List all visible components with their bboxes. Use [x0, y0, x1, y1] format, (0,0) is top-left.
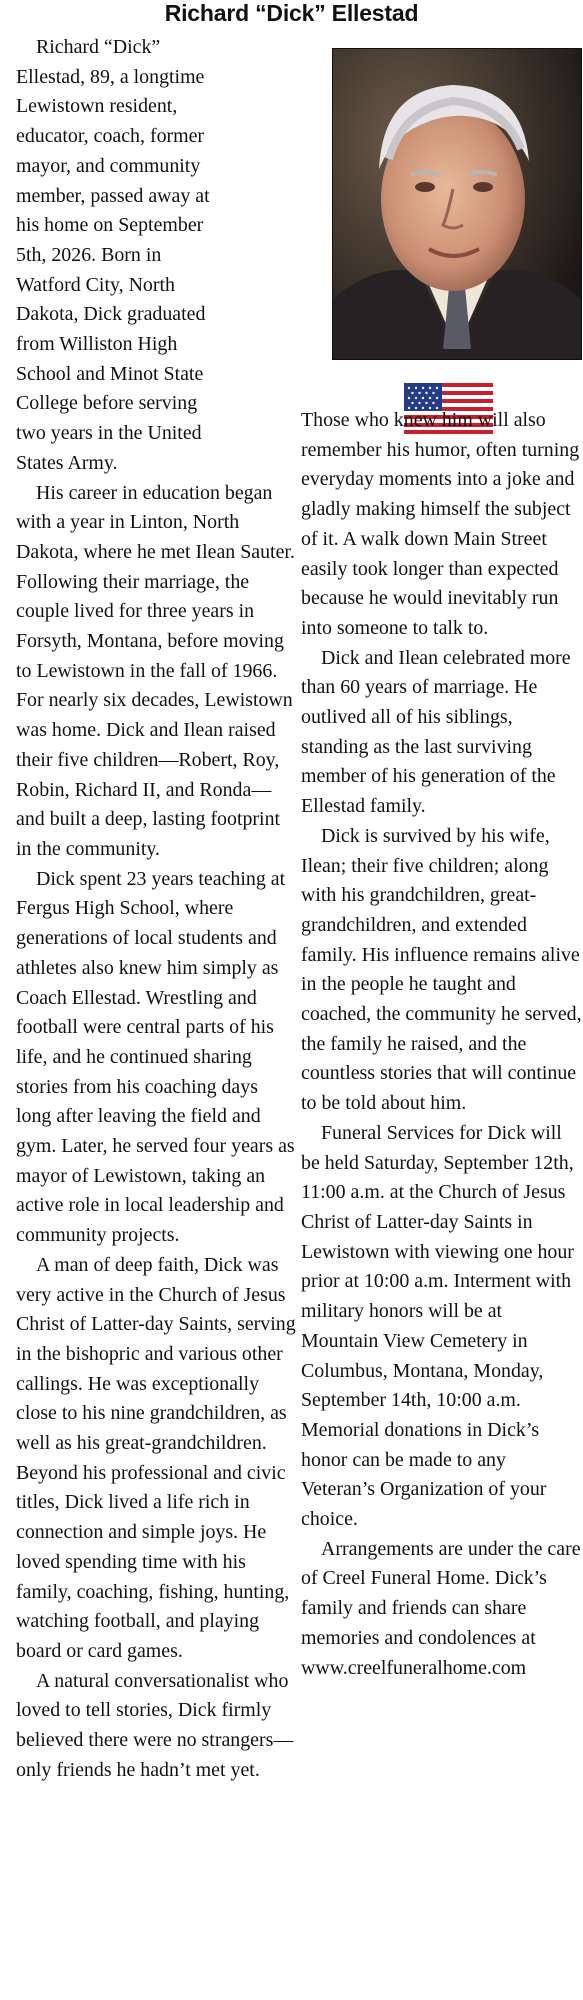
portrait-photo — [332, 48, 582, 360]
obituary-column-left — [16, 33, 296, 1785]
paragraph-faith: A man of deep faith, Dick was very active in the Church of Jesus Christ of Latter-day Saints, serving in the bishopric and various other callings. He was exceptionally close to his nine grandchildren, as well as his great-grandchildren. Beyond his professional and civic titles, Dick lived a life rich in connection and simple joys. He loved spending time with his family, coaching, fishing, hunting, watching football, and playing board or card games. — [16, 1253, 296, 1662]
paragraph-marriage: Dick and Ilean celebrated more than 60 years of marriage. He outlived all of his siblings, standing as the last surviving member of his generation of the Ellestad family. — [301, 646, 571, 818]
paragraph-services: Funeral Services for Dick will be held Saturday, September 12th, 11:00 a.m. at the Church of Jesus Christ of Latter-day Saints in Lewistown with viewing one hour prior at 10:00 a.m. Interment with military honors will be at Mountain View Cemetery in Columbus, Montana, Monday, September 14th, 10:00 a.m. Memorial donations in Dick’s honor can be made to any Veteran’s Organization of your choice. — [301, 1121, 574, 1531]
paragraph-career: His career in education began with a year in Linton, North Dakota, where he met Ilean Sauter. Following their marriage, the couple lived for three years in Forsyth, Montana, before moving to Lewistown in the fall of 1966. For nearly six decades, Lewistown was home. Dick and Ilean raised their five children—Robert, Roy, Robin, Richard II, and Ronda—and built a deep, lasting footprint in the community. — [16, 481, 295, 860]
paragraph-conversationalist: A natural conversationalist who loved to tell stories, Dick firmly believed there were no strangers—only friends he hadn’t met yet. — [16, 1669, 294, 1781]
paragraph-intro: Richard “Dick” Ellestad, 89, a longtime Lewistown resident, educator, coach, former mayor, and community member, passed away at his home on September 5th, 2026. Born in Watford City, North Dakota, Dick graduated from Williston High School and Minot State College before serving two years in the United States Army. — [16, 36, 210, 474]
obituary-column-right — [301, 406, 583, 1683]
portrait-illustration — [333, 49, 581, 359]
paragraph-survivors: Dick is survived by his wife, Ilean; their five children; along with his grandchildren, great-grandchildren, and extended family. His influence remains alive in the people he taught and coached, the community he served, the family he raised, and the countless stories that will continue to be told about him. — [301, 824, 582, 1115]
paragraph-teaching: Dick spent 23 years teaching at Fergus High School, where generations of local students and athletes also knew him simply as Coach Ellestad. Wrestling and football were central parts of his life, and he continued sharing stories from his coaching days long after leaving the field and gym. Later, he served four years as mayor of Lewistown, taking an active role in local leadership and community projects. — [16, 867, 295, 1247]
obituary-title: Richard “Dick” Ellestad — [164, 0, 419, 26]
paragraph-humor: Those who knew him will also remember his humor, often turning everyday moments into a joke and gladly making himself the subject of it. A walk down Main Street easily took longer than expected because he would inevitably run into someone to talk to. — [301, 409, 580, 639]
paragraph-arrangements: Arrangements are under the care of Creel Funeral Home. Dick’s family and friends can share memories and condolences at www.creelfuneralhome.com — [301, 1537, 581, 1679]
